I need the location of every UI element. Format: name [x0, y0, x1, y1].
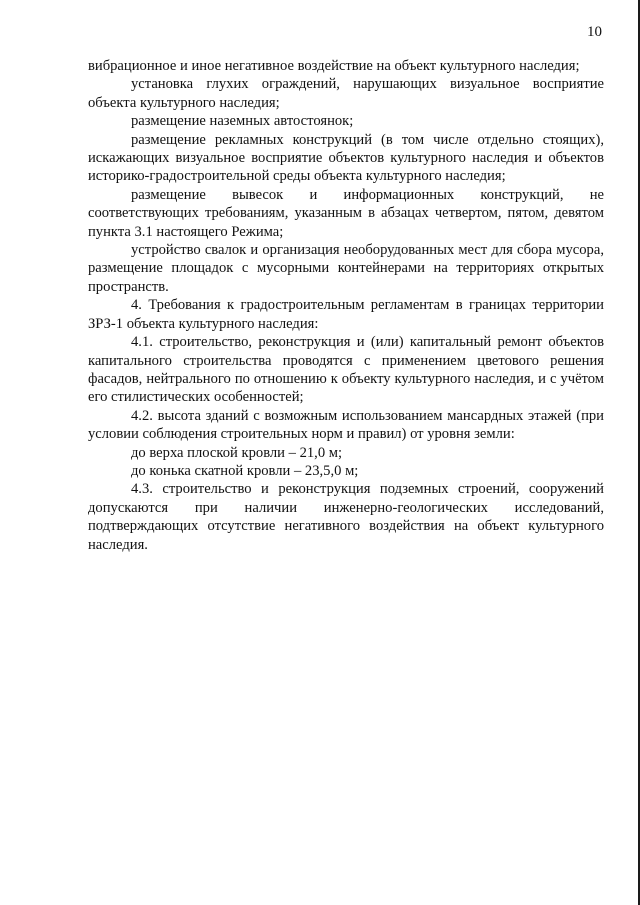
paragraph-advertising: размещение рекламных конструкций (в том числе отдельно стоящих), искажающих визуальное восприятие объектов культурного наследия и объектов историко-градостроительной среды объекта культурного наследия; — [88, 131, 604, 185]
paragraph-4-2: 4.2. высота зданий с возможным использованием мансардных этажей (при условии соблюдения строительных норм и правил) от уровня земли: — [88, 407, 604, 443]
paragraph-flat-roof: до верха плоской кровли – 21,0 м; — [131, 444, 343, 461]
paragraph-vibration: вибрационное и иное негативное воздействие на объект культурного наследия; — [88, 58, 580, 74]
paragraph-section-4: 4. Требования к градостроительным регламентам в границах территории ЗРЗ-1 объекта культурного наследия: — [88, 297, 604, 332]
paragraph-4-1: 4.1. строительство, реконструкция и (или) капитальный ремонт объектов капитального строительства проводятся с применением цветового решения фасадов, нейтрального по отношению к объекту культурного наследия, и с учётом его стилистических особенностей; — [88, 334, 604, 406]
paragraph-4-3: 4.3. строительство и реконструкция подземных строений, сооружений допускаются при наличии инженерно-геологических исследований, подтверждающих отсутствие негативного воздействия на объект культурного наследия. — [88, 481, 604, 553]
paragraph-pitched-roof: до конька скатной кровли – 23,5,0 м; — [131, 462, 359, 479]
paragraph-dumps: устройство свалок и организация необорудованных мест для сбора мусора, размещение площадок с мусорными контейнерами на территориях открытых пространств. — [88, 242, 604, 295]
document-body — [88, 57, 604, 554]
paragraph-signboards: размещение вывесок и информационных конструкций, не соответствующих требованиям, указанным в абзацах четвертом, пятом, девятом пункта 3.1 настоящего Режима; — [88, 186, 604, 240]
paragraph-fences: установка глухих ограждений, нарушающих визуальное восприятие объекта культурного наследия; — [88, 76, 604, 111]
page-number: 10 — [587, 24, 602, 40]
paragraph-parking: размещение наземных автостоянок; — [131, 113, 354, 130]
